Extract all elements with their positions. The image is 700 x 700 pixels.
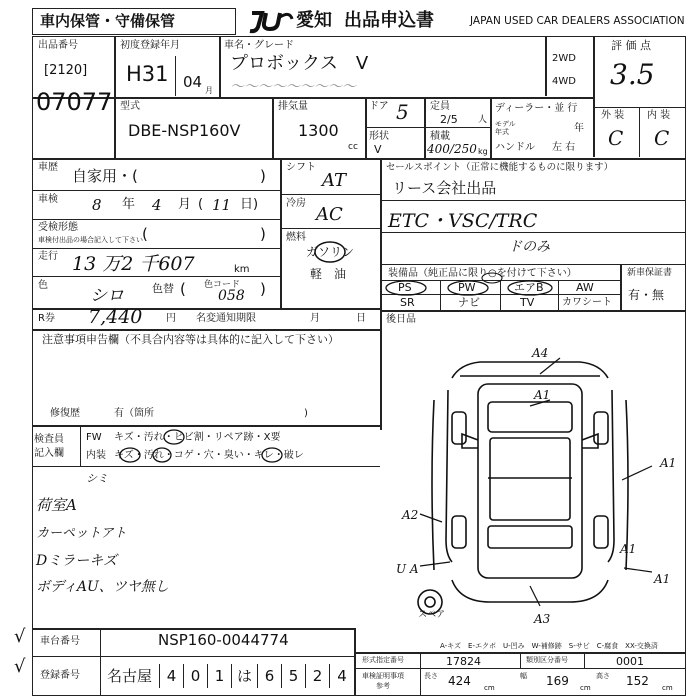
checker-label1: 検査員 [34, 434, 64, 445]
type-num-label: 形式指定番号 [362, 656, 404, 664]
history-value: 自家用・( [72, 167, 138, 185]
capacity-unit: 人 [478, 115, 488, 125]
sales-point-value1: リース会社出品 [392, 179, 497, 197]
diag-mark-rear: A3 [534, 612, 551, 626]
fuel-diesel: 軽 油 [310, 267, 347, 281]
equipment-circles [384, 272, 564, 296]
load-value: 400/250 [427, 142, 477, 156]
length-value: 424 [448, 674, 471, 688]
inspection-form-open: ( [142, 225, 148, 243]
color-label: 色 [38, 280, 48, 291]
width-label: 幅 [520, 672, 527, 680]
inspection-day: 11 [212, 196, 232, 214]
plate-char-6: 5 [282, 664, 306, 688]
fuel-gas: ガソリン [306, 245, 355, 259]
plate-char-2: 0 [184, 664, 208, 688]
diag-mark-right-mid: A1 [620, 542, 637, 556]
capacity-value: 2/5 [440, 113, 458, 126]
sales-point-label: セールスポイント（正常に機能するものに限ります） [386, 162, 614, 173]
handle-value: 左 右 [552, 142, 576, 153]
fw-label: FW [86, 432, 102, 443]
registration-era-year: H31 [126, 62, 169, 86]
rating-exterior: C [608, 126, 624, 150]
shape-label: 形状 [369, 131, 389, 142]
remark-4: ボディAU、ツヤ無し [36, 579, 169, 595]
registration-label: 初度登録年月 [120, 40, 180, 51]
diag-mark-right-front: A1 [660, 456, 677, 470]
car-damage-diagram [390, 340, 680, 630]
width-unit: cm [580, 684, 591, 692]
history-label: 車歴 [38, 162, 58, 173]
inspection-form-label: 受検形態 [38, 222, 78, 233]
inspection-year-unit: 年 [122, 197, 136, 212]
diag-mark-right-rear: A1 [654, 572, 671, 586]
rating-interior: C [654, 126, 670, 150]
car-grade-handwritten: ～～～～～～～～～ [230, 79, 356, 95]
equip-ps: PS [398, 281, 412, 294]
shape-value: V [374, 143, 382, 156]
drive-4wd: 4WD [552, 76, 576, 87]
plate-char-4: は [232, 664, 258, 688]
plate-char-7: 2 [306, 664, 330, 688]
displacement-unit: cc [348, 142, 358, 152]
registration-month-unit: 月 [205, 86, 213, 95]
model-year-label2: 年式 [495, 128, 509, 136]
check-mark-2: √ [14, 656, 26, 677]
history-close: ) [260, 167, 266, 185]
width-value: 169 [546, 674, 569, 688]
sales-point-value2: ETC・VSC/TRC [388, 210, 538, 232]
equip-navi: ナビ [458, 296, 480, 309]
lot-label: 出品番号 [38, 40, 78, 51]
sales-point-note: ドのみ [508, 239, 550, 255]
repair-value: 有（箇所 [114, 408, 154, 419]
storage-label: 車内保管・守備保管 [40, 12, 176, 30]
plate-label: 登録番号 [40, 670, 80, 681]
equip-airbag: エアB [514, 281, 544, 294]
damage-legend: A-キズ E-エクボ U-凹み W-補修跡 S-サビ C-腐食 XX-交換済 [440, 642, 658, 650]
name-change-day: 日 [356, 313, 366, 324]
car-name-label: 車名・グレード [224, 40, 294, 51]
drive-2wd: 2WD [552, 53, 576, 64]
model-year-label: モデル [495, 120, 516, 128]
equip-seat: カワシート [562, 297, 612, 308]
association-name: JAPAN USED CAR DEALERS ASSOCIATION [470, 15, 685, 27]
lot-number: 07077 [36, 88, 113, 116]
mileage-value: 13 万2 千607 [72, 253, 195, 275]
interior-check-items: キズ・汚れ・コゲ・穴・臭い・キレ・破レ [114, 450, 304, 461]
check-mark-1: √ [14, 626, 26, 647]
mileage-unit: km [234, 264, 250, 275]
equip-sr: SR [400, 296, 415, 309]
remark-3: Dミラーキズ [36, 553, 117, 569]
color-code-label: 色コード [204, 280, 241, 290]
mileage-label: 走行 [38, 251, 58, 262]
displacement-value: 1300 [298, 121, 339, 140]
color-code-value: 058 [218, 288, 245, 304]
color-change-open: ( [180, 280, 186, 298]
load-unit: kg [478, 147, 488, 156]
checker-circles [110, 428, 330, 464]
displacement-label: 排気量 [278, 101, 308, 112]
warranty-value: 有・無 [628, 288, 665, 302]
org-name: 愛知 [296, 10, 332, 31]
color-change-close: ) [260, 280, 266, 298]
inspection-day-unit: 日) [240, 197, 259, 212]
inspection-month-unit: 月 [178, 197, 192, 212]
height-unit: cm [662, 684, 673, 692]
doors-label: ドア [369, 101, 389, 112]
recycle-label: R券 [38, 313, 55, 324]
fuel-label: 燃料 [286, 232, 306, 243]
handle-label: ハンドル [495, 142, 535, 153]
interior-note: シミ [86, 472, 108, 485]
model-year-unit: 年 [574, 123, 584, 134]
inspection-year: 8 [92, 196, 102, 214]
equip-pw: PW [458, 281, 476, 294]
load-label: 積載 [430, 131, 450, 142]
inspection-day-open: ( [198, 197, 204, 212]
fw-items: キズ・汚れ・ヒビ割・リペア跡・X要 [114, 432, 281, 443]
plate-char-1: 4 [160, 664, 184, 688]
diag-mark-left-rear: U A [396, 562, 419, 576]
plate-char-5: 6 [258, 664, 282, 688]
class-num: 0001 [616, 655, 644, 668]
color-value: シロ [90, 286, 124, 306]
chassis-value: NSP160-0044774 [158, 631, 289, 649]
length-label: 長さ [424, 672, 438, 680]
ac-label: 冷房 [286, 198, 306, 209]
type-num: 17824 [446, 655, 481, 668]
ref-label: 参考 [376, 682, 390, 690]
registration-month: 04 [183, 73, 203, 91]
form-title: 出品申込書 [344, 10, 434, 31]
notes-label: 注意事項申告欄（不具合内容等は具体的に記入して下さい） [42, 333, 339, 346]
color-change-label: 色替 [152, 282, 174, 295]
height-label: 高さ [596, 672, 610, 680]
car-name-value: プロボックス V [230, 53, 369, 74]
plate-char-8: 4 [337, 667, 347, 685]
rating-score: 3.5 [610, 58, 655, 91]
inspection-month: 4 [152, 196, 162, 214]
lot-code: [2120] [44, 63, 88, 78]
diag-mark-hood: A1 [534, 388, 551, 402]
rating-label: 評 価 点 [611, 39, 651, 52]
plate-char-3: 1 [208, 664, 232, 688]
rating-exterior-label: 外 装 [601, 110, 625, 121]
interior-check-label: 内装 [86, 450, 106, 461]
name-change-month: 月 [310, 313, 320, 324]
model-value: DBE-NSP160V [128, 121, 241, 140]
inspection-label: 車検 [38, 194, 58, 205]
equip-aw: AW [576, 281, 594, 294]
length-unit: cm [484, 684, 495, 692]
diag-mark-front: A4 [532, 346, 549, 360]
equipment-label: 装備品（純正品に限り○を付けて下さい） [388, 268, 577, 279]
diag-mark-left: A2 [402, 508, 419, 522]
chassis-label: 車台番号 [40, 636, 80, 647]
equip-tv: TV [520, 296, 535, 309]
remark-2: カーペットアト [36, 526, 127, 541]
checker-label2: 記入欄 [34, 448, 64, 459]
class-label: 類別区分番号 [526, 656, 568, 664]
capacity-label: 定員 [430, 101, 450, 112]
rating-interior-label: 内 装 [647, 110, 671, 121]
dealer-label: ディーラー・並 行 [495, 103, 578, 114]
fuel-gas-circle [312, 240, 348, 264]
cert-label: 車検証明事項 [362, 672, 404, 680]
shift-value: AT [322, 170, 347, 191]
recycle-unit: 円 [166, 313, 176, 324]
inspection-form-sub: 車検付出品の場合記入して下さい [38, 236, 143, 244]
inspection-form-close: ) [260, 225, 266, 243]
model-label: 型式 [120, 101, 140, 112]
warranty-label: 新車保証書 [627, 268, 673, 278]
doors-value: 5 [396, 100, 409, 124]
diag-spare-label: スペア [418, 610, 446, 620]
ac-value: AC [316, 204, 343, 225]
remark-1: 荷室A [36, 496, 77, 514]
shift-label: シフト [286, 162, 316, 173]
recycle-value: 7,440 [88, 306, 143, 328]
later-date-label: 後日品 [386, 314, 416, 325]
name-change-label: 名変通知期限 [196, 313, 256, 324]
repair-close: ) [304, 408, 308, 419]
height-value: 152 [626, 674, 649, 688]
ju-logo [246, 9, 294, 35]
plate-city: 名古屋 [100, 664, 160, 688]
repair-label: 修復歴 [50, 408, 80, 419]
plate-grid [100, 656, 354, 696]
